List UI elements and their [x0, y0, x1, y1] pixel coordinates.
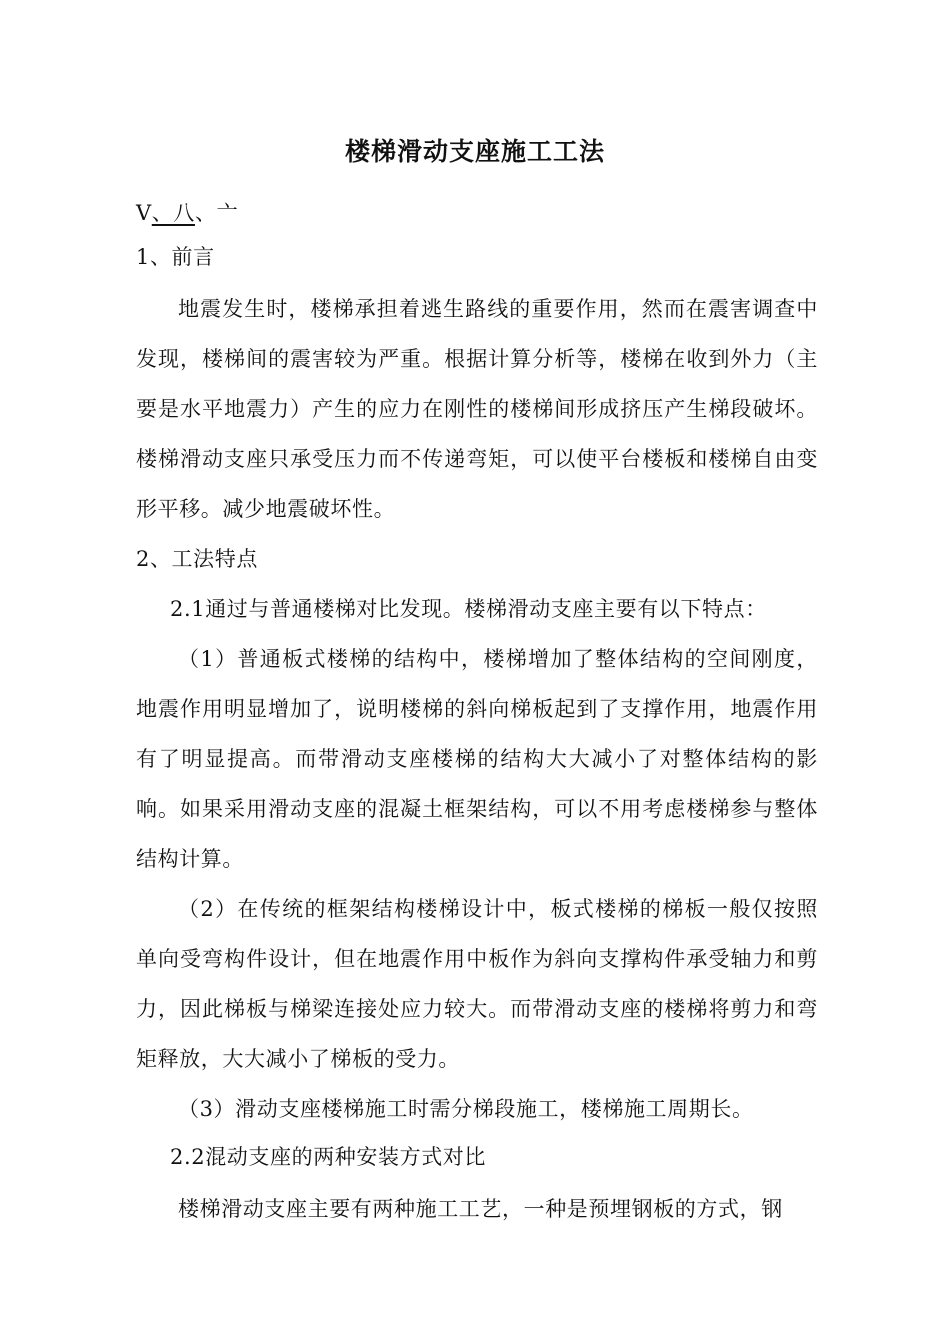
toc-line: [136, 198, 826, 228]
subsection-2-1: 2.1通过与普通楼梯对比发现。楼梯滑动支座主要有以下特点：: [170, 597, 767, 621]
section-heading-1: 1、前言: [136, 245, 215, 269]
toc-part-1: V: [136, 201, 152, 225]
subsection-2-2: 2.2混动支座的两种安装方式对比: [170, 1145, 486, 1169]
section-1-paragraph: 地震发生时，楼梯承担着逃生路线的重要作用，然而在震害调查中发现，楼梯间的震害较为严重。根据计算分析等，楼梯在收到外力（主要是水平地震力）产生的应力在刚性的楼梯间形成挤压产生梯段破坏。楼梯滑动支座只承受压力而不传递弯矩，可以使平台楼板和楼梯自由变形平移。减少地震破坏性。: [136, 297, 818, 521]
feature-item-2: （2）在传统的框架结构楼梯设计中，板式楼梯的梯板一般仅按照单向受弯构件设计，但在地震作用中板作为斜向支撑构件承受轴力和剪力，因此梯板与梯梁连接处应力较大。而带滑动支座的楼梯将剪力和弯矩释放，大大减小了梯板的受力。: [136, 897, 818, 1071]
document-title: 楼梯滑动支座施工工法: [344, 137, 605, 166]
section-heading-2: 2、工法特点: [136, 547, 258, 571]
toc-part-3: 、亠: [194, 201, 239, 225]
toc-part-2: 、八: [151, 201, 195, 225]
feature-item-1: （1）普通板式楼梯的结构中，楼梯增加了整体结构的空间刚度，地震作用明显增加了，说明楼梯的斜向梯板起到了支撑作用，地震作用有了明显提高。而带滑动支座楼梯的结构大大减小了对整体结构的影响。如果采用滑动支座的混凝土框架结构，可以不用考虑楼梯参与整体结构计算。: [136, 647, 818, 871]
last-paragraph: 楼梯滑动支座主要有两种施工工艺，一种是预埋钢板的方式，钢: [178, 1197, 783, 1221]
feature-item-3: （3）滑动支座楼梯施工时需分梯段施工，楼梯施工周期长。: [178, 1097, 754, 1121]
